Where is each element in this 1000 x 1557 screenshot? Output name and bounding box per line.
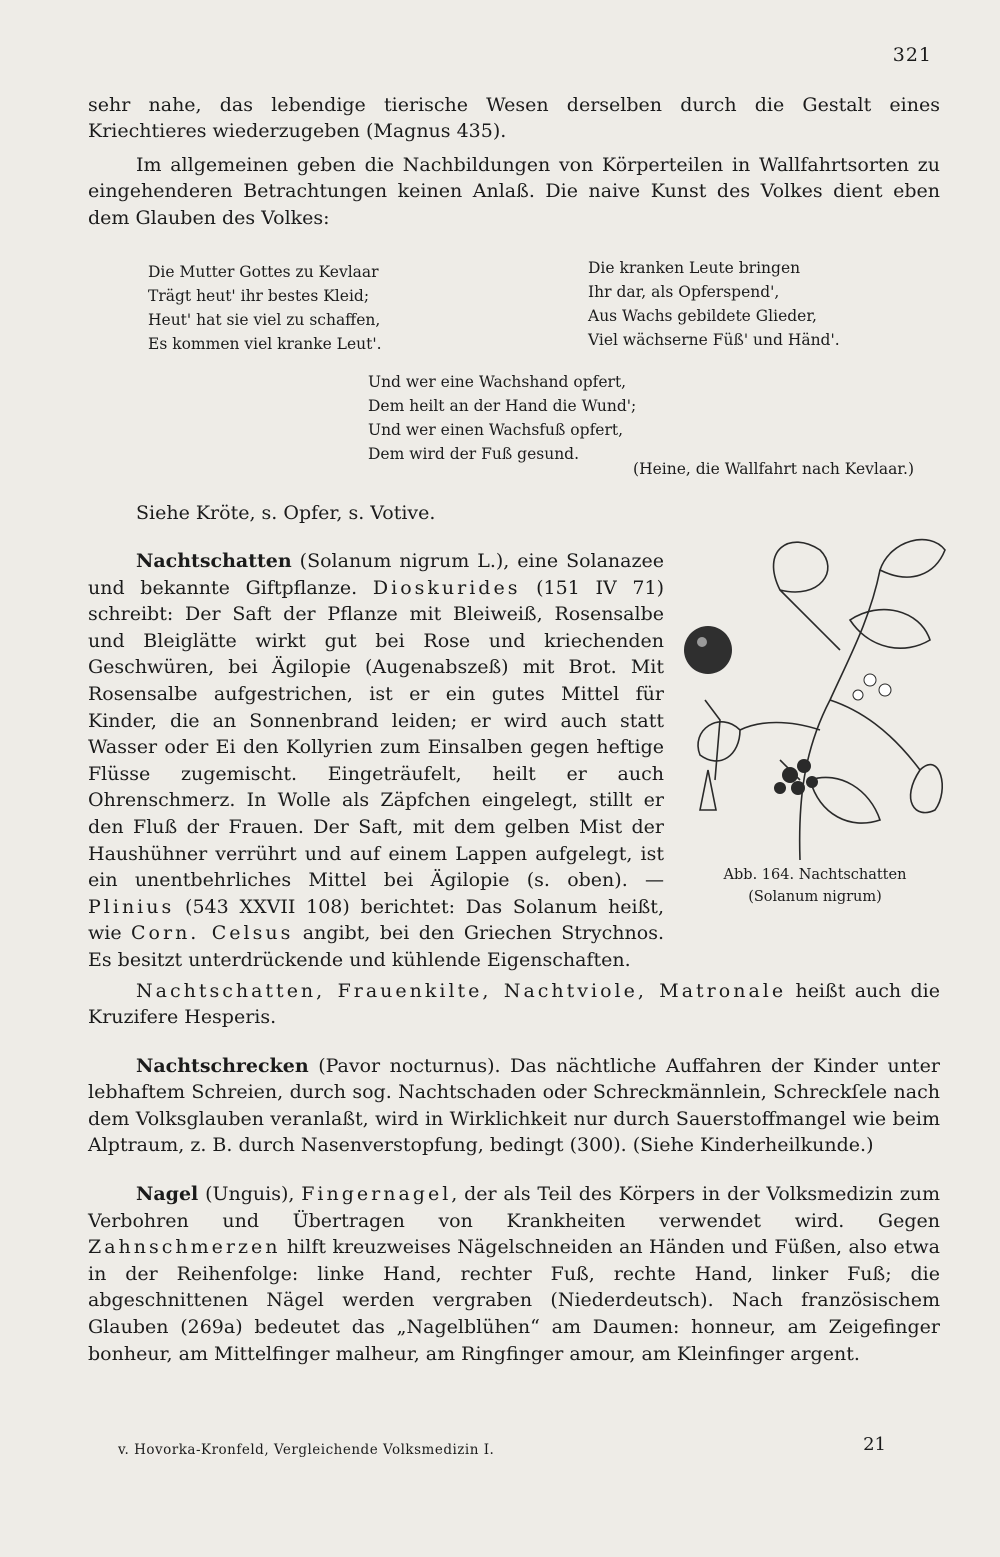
term-nagel: Nagel (136, 1183, 199, 1206)
author-dioskurides: Dioskurides (372, 576, 521, 599)
figure-caption-title: Abb. 164. Nachtschatten (723, 867, 907, 883)
figure-solanum-nigrum (680, 530, 950, 952)
nachtschrecken-text: (Pavor nocturnus). Das nächtliche Auffahren der Kinder unter lebhaftem Schreien, durch sog. Nachtschaden oder Schreckmännlein, Schreckſele nach dem Volksglauben veranlaßt, wird in Wirklichkeit nur durch Sauerstoffmangel wie beim Alptraum, z. B. durch Nasenverstopfung, bedingt (300). (Siehe Kinderheilkunde.) (88, 1054, 940, 1157)
synonym-rest: heißt auch die Kruzifere Hesperis. (88, 979, 940, 1029)
nagel-text-1: (Unguis), (198, 1183, 302, 1206)
synonym-names: Nachtschatten, Frauenkilte, Nachtviole, Matronale (136, 979, 787, 1002)
poem-stanza-right: Die kranken Leute bringen Ihr dar, als Opferspend', Aus Wachs gebildete Glieder, Viel wächserne Füß' und Händ'. (588, 259, 840, 349)
nightshade-illustration (680, 530, 950, 860)
figure-caption (680, 864, 950, 908)
poem-attribution: (Heine, die Wallfahrt nach Kevlaar.) (633, 460, 914, 478)
nachtschatten-text-3: (543 XXVII 108) berichtet: Das Solanum heißt, wie (88, 895, 664, 945)
nachtschatten-section (88, 548, 940, 1367)
term-fingernagel: Fingernagel (301, 1183, 452, 1206)
term-nachtschatten: Nachtschatten (136, 550, 292, 572)
nagel-text-3: hilft kreuzweises Nägelschneiden an Händen und Füßen, also etwa in der Reihenfolge: linke Hand, rechter Fuß, rechte Hand, linker Fuß; die abgeschnittenen Nägel werden vergraben (Niederdeutsch). Nach französischem Glauben (269a) bedeutet das „Nagelblühen“ am Daumen: honneur, am Zeigefinger bonheur, am Mittelfinger malheur, am Ringfinger amour, am Kleinfinger argent. (88, 1236, 940, 1365)
nachtschatten-text-2: (151 IV 71) schreibt: Der Saft der Pflanze mit Bleiweiß, Rosensalbe und Bleiglätte wirkt gut bei Rose und kriechenden Geschwüren, bei Ägilopie (Augenabszeß) mit Brot. Mit Rosensalbe aufgestrichen, ist er ein gutes Mittel für Kinder, die an Sonnenbrand leiden; er wird auch statt Wasser oder Ei den Kollyrien zum Einsalben gegen heftige Flüsse zugemischt. Eingeträufelt, heilt er auch Ohrenschmerz. In Wolle als Zäpfchen eingelegt, stillt er den Fluß der Frauen. Der Saft, mit dem gelben Mist der Haushühner verrührt und auf einem Lappen aufgelegt, ist ein unentbehrliches Mittel bei Ägilopie (s. oben). — (88, 576, 664, 892)
nachtschatten-text-1: (Solanum nigrum L.), eine Solanazee und bekannte Giftpflanze. (88, 550, 664, 599)
footer-citation: v. Hovorka-Kronfeld, Vergleichende Volksmedizin I. (118, 1442, 495, 1458)
paragraph-nagel (88, 1181, 940, 1367)
paragraph-nachtschrecken (88, 1053, 940, 1159)
paragraph-allgemein: Im allgemeinen geben die Nachbildungen von Körperteilen in Wallfahrtsorten zu eingehenderen Betrachtungen keinen Anlaß. Die naive Kunst des Volkes dient eben dem Glauben des Volkes: (88, 154, 940, 229)
nagel-text-2: , der als Teil des Körpers in der Volksmedizin zum Verbohren und Übertragen von Krankheiten verwendet wird. Gegen (88, 1183, 941, 1232)
paragraph-synonyms (88, 978, 940, 1031)
paragraph-intro: sehr nahe, das lebendige tierische Wesen derselben durch die Gestalt eines Kriechtieres wiederzugeben (Magnus 435). (88, 94, 940, 143)
author-celsus: Corn. Celsus (131, 922, 294, 945)
nachtschatten-text-4: angibt, bei den Griechen Strychnos. Es besitzt unterdrückende und kühlende Eigenschaften. (88, 922, 665, 971)
page-number: 321 (892, 44, 932, 66)
figure-caption-latin: (Solanum nigrum) (748, 889, 882, 905)
term-nachtschrecken: Nachtschrecken (136, 1054, 309, 1077)
author-plinius: Plinius (88, 895, 175, 918)
term-zahnschmerzen: Zahnschmerzen (88, 1236, 281, 1259)
see-also-kroete: Siehe Kröte, s. Opfer, s. Votive. (136, 502, 436, 524)
signature-mark: 21 (863, 1434, 886, 1455)
poem-stanza-left: Die Mutter Gottes zu Kevlaar Trägt heut' ihr bestes Kleid; Heut' hat sie viel zu schaffen, Es kommen viel kranke Leut'. (148, 263, 382, 353)
poem-stanza-center: Und wer eine Wachshand opfert, Dem heilt an der Hand die Wund'; Und wer einen Wachsfuß opfert, Dem wird der Fuß gesund. (368, 373, 637, 463)
